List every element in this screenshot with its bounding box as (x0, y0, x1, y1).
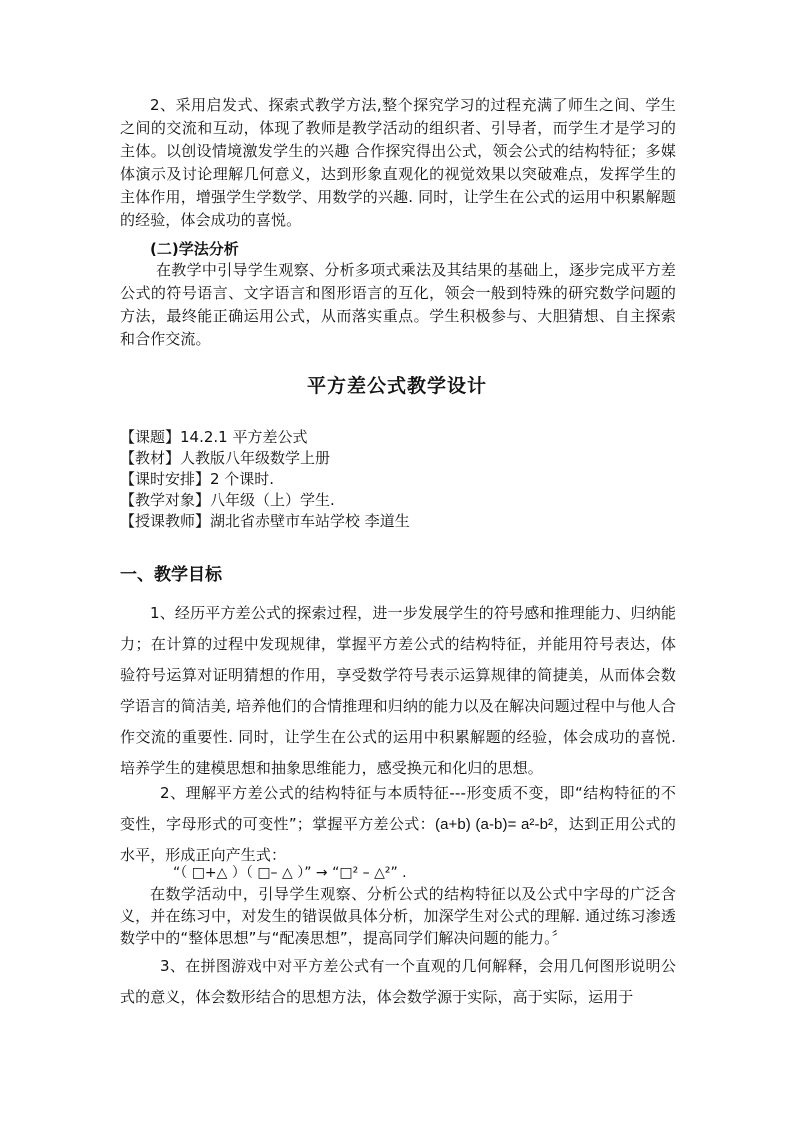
paragraph-goal-2 (120, 778, 676, 871)
paragraph-goal-2-continued: 在数学活动中，引导学生观察、分析公式的结构特征以及公式中字母的广泛含义，并在练习中，对发生的错误做具体分析，加深学生对公式的理解. 通过练习渗透数学中的“整体思想”与“配凑思想”，提高同学们解决问题的能力。〞 (120, 885, 676, 947)
paragraph-study-method: 在教学中引导学生观察、分析多项式乘法及其结果的基础上，逐步完成平方差公式的符号语言、文字语言和图形语言的互化，领会一般到特殊的研究数学问题的方法，最终能正确运用公式，从而落实重点。学生积极参与、大胆猜想、自主探索和合作交流。 (120, 261, 676, 348)
goal-2-text-b: ，达到正用公式的水平，形成正向产生式： (120, 815, 676, 864)
goal-2-formula: (a+b) (a-b)= a²-b² (434, 816, 554, 833)
paragraph-teaching-method: 2、采用启发式、探索式教学方法,整个探究学习的过程充满了师生之间、学生之间的交流和互动，体现了教师是教学活动的组织者、引导者，而学生才是学习的主体。以创设情境激发学生的兴趣 合作探究得出公式，领会公式的结构特征；多媒体演示及讨论理解几何意义，达到形象直观化的视觉效果以突破难点，发挥学生的主体作用，增强学生学数学、用数学的兴趣. 同时，让学生在公式的运用中积累解题的经验，体会成功的喜悦。 (120, 96, 676, 229)
page-title: 平方差公式教学设计 (306, 375, 487, 397)
info-audience: 【教学对象】八年级（上）学生. (120, 491, 335, 509)
info-teacher: 【授课教师】湖北省赤壁市车站学校 李道生 (120, 512, 410, 530)
paragraph-goal-3: 3、在拼图游戏中对平方差公式有一个直观的几何解释，会用几何图形说明公式的意义，体会数形结合的思想方法，体会数学源于实际，高于实际，运用于 (120, 957, 676, 1006)
info-schedule: 【课时安排】2 个课时. (120, 470, 275, 488)
goal-2-text-a: 2、理解平方差公式的结构特征与本质特征---形变质不变，即“结构特征的不变性，字母形式的可变性”；掌握平方差公式： (120, 784, 676, 833)
subheading-study-method: (二)学法分析 (150, 240, 239, 258)
production-formula: “（ □+△ ）（ □– △ ）” → “□² – △²” . (173, 865, 407, 881)
info-textbook: 【教材】人教版八年级数学上册 (120, 449, 331, 467)
paragraph-goal-1: 1、经历平方差公式的探索过程，进一步发展学生的符号感和推理能力、归纳能力；在计算的过程中发现规律，掌握平方差公式的结构特征，并能用符号表达，体验符号运算对证明猜想的作用，享受数学符号表示运算规律的简捷美，从而体会数学语言的简洁美, 培养他们的合情推理和归纳的能力以及在解决问题过程中与他人合作交流的重要性. 同时，让学生在公式的运用中积累解题的经验，体会成功的喜悦. 培养学生的建模思想和抽象思维能力，感受换元和化归的思想。 (120, 604, 676, 777)
section-heading-goals: 一、教学目标 (120, 565, 222, 585)
info-topic: 【课题】14.2.1 平方差公式 (120, 428, 308, 446)
